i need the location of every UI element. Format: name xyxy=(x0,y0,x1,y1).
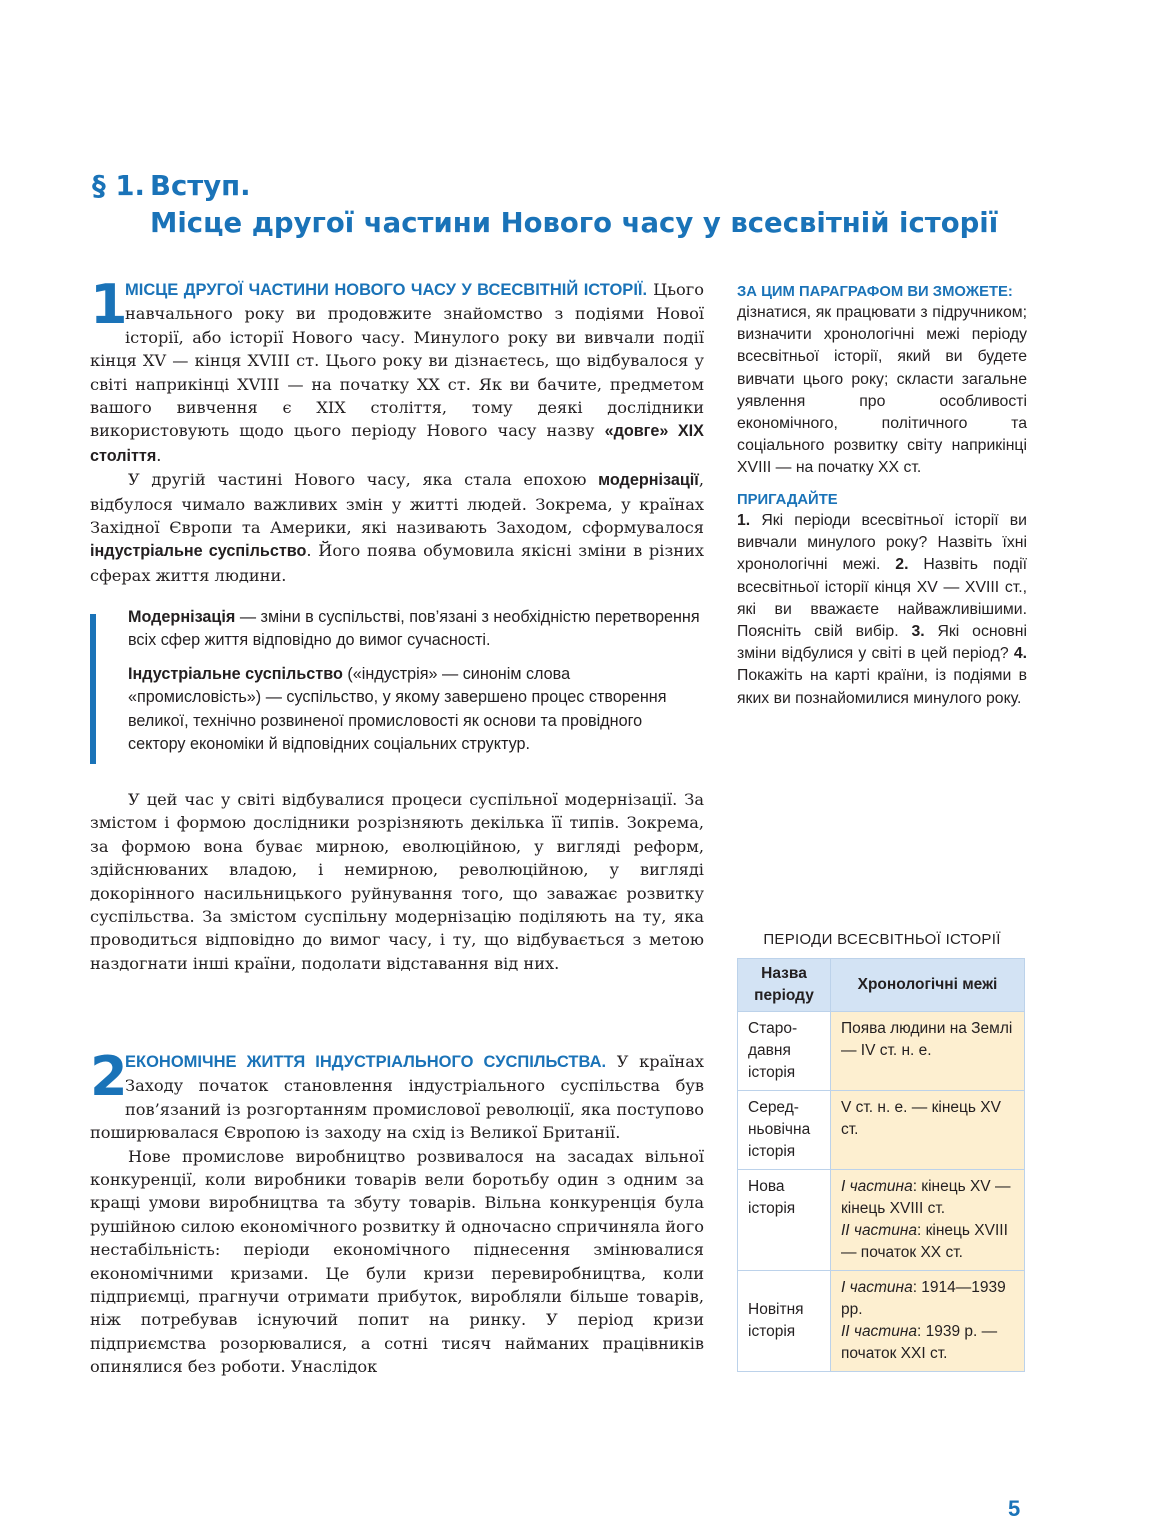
period-range xyxy=(831,1271,1025,1372)
question-number: 1. xyxy=(737,512,751,529)
section-2-paragraph-1: У країнах Заходу початок становлення індустріального суспільства був пов’язаний із розгортанням промислової революції, яка поступово поширювалася Європою із заходу на схід із Великої Британії. xyxy=(90,1052,704,1143)
page-number: 5 xyxy=(1008,1496,1021,1521)
definitions-accent-bar xyxy=(90,614,96,764)
table-row xyxy=(738,1012,1025,1091)
table-header-row xyxy=(738,959,1025,1012)
definition-text: («індустрія» — синонім слова «промисловість») — суспільство, у якому завершено процес створення великої, технічно розвиненої промисловості як основи та провідного сектору економіки й відповідних соціальних структур. xyxy=(128,664,667,754)
section-heading: ЕКОНОМІЧНЕ ЖИТТЯ ІНДУСТРІАЛЬНОГО СУСПІЛЬСТВА. xyxy=(125,1053,607,1071)
question-text: Назвіть події всесвітньої історії кінця XV — XVIII ст., які ви вважаєте найважливішими. Поясніть свій вибір. xyxy=(737,556,1027,641)
sidebar-goals xyxy=(737,282,1027,480)
definition-term: Модернізація xyxy=(128,608,236,626)
question-text: Які основні зміни відбулися у світі в цей період? xyxy=(737,623,1027,663)
column-header: Хронологічні межі xyxy=(831,959,1025,1012)
chapter-title xyxy=(92,168,998,242)
question-text: Які періоди всесвітньої історії ви вивчали минулого року? Назвіть їхні хронологічні межі. xyxy=(737,512,1027,574)
period-name: Старо-давня історія xyxy=(738,1012,831,1091)
part-label: II частина xyxy=(841,1323,917,1340)
column-header: Назва періоду xyxy=(738,959,831,1012)
part-range: : кінець XV — кінець XVIII ст. xyxy=(841,1178,1011,1217)
definition-modernization xyxy=(128,606,704,653)
table-row xyxy=(738,1271,1025,1372)
part-label: I частина xyxy=(841,1178,913,1195)
key-term: модернізації xyxy=(598,471,699,490)
section-number: 1 xyxy=(90,273,128,336)
sidebar-remember xyxy=(737,490,1027,710)
punctuation: . xyxy=(156,445,162,465)
definition-industrial-society xyxy=(128,663,704,757)
section-number: 2 xyxy=(90,1045,128,1108)
section-1-continued xyxy=(90,788,704,975)
period-range: V ст. н. е. — кінець XV ст. xyxy=(831,1091,1025,1170)
section-1-paragraph-1: Цього навчального року ви продовжите знайомство з подіями Нової історії, або історії Нового часу. Минулого року ви вивчали події кінця XV — кінця XVIII ст. Цього року ви дізнаєтесь, що відбувалося у світі наприкінці XVIII — на початку XX ст. Як ви бачите, предметом вашого вивчення є XIX століття, тому деякі дослідники використовують щодо цього періоду Нового часу назву xyxy=(90,280,704,441)
part-range: : кінець XVIII — початок XX ст. xyxy=(841,1222,1008,1261)
question-number: 4. xyxy=(1013,645,1027,663)
definition-text: — зміни в суспільстві, пов’язані з необхідністю перетворення всіх сфер життя відповідно до вимог сучасності. xyxy=(128,608,700,650)
text: , відбулося чимало важливих змін у житті людей. Зокрема, у країнах Західної Європи та Америки, які називають Заходом, сформувалося xyxy=(90,470,704,538)
section-1-paragraph-3: У цей час у світі відбувалися процеси суспільної модернізації. За змістом і формою дослідники розрізняють декілька її типів. Зокрема, за формою вона буває мирною, еволюційною, у вигляді реформ, здійснюваних владою, і немирною, революційною, у вигляді докорінного насильницького руйнування того, що заважає розвитку суспільства. За змістом суспільну модернізацію поділяють на ту, яка проводиться відповідно до вимог часу, і ту, що відбувається з метою наздогнати інші країни, подолати відставання від них. xyxy=(90,790,704,973)
remember-questions xyxy=(737,510,1027,710)
part-range: : 1939 р. — початок XXI ст. xyxy=(841,1323,998,1362)
key-term: «довге» XIX століття xyxy=(90,422,704,465)
part-range: : 1914—1939 рр. xyxy=(841,1279,1006,1318)
question-text: Покажіть на карті країни, із подіями в яких ви познайомилися минулого року. xyxy=(737,667,1027,707)
section-heading: МІСЦЕ ДРУГОЇ ЧАСТИНИ НОВОГО ЧАСУ У ВСЕСВІТНІЙ ІСТОРІЇ. xyxy=(125,281,648,299)
definition-term: Індустріальне суспільство xyxy=(128,664,343,683)
title-line-1: Вступ. xyxy=(150,170,251,202)
period-range xyxy=(831,1170,1025,1271)
table-row xyxy=(738,1091,1025,1170)
paragraph-number: § 1. xyxy=(92,170,145,202)
title-line-2: Місце другої частини Нового часу у всесвітній історії xyxy=(150,207,999,239)
definitions-box xyxy=(90,606,704,766)
period-name: Новітня історія xyxy=(738,1271,831,1372)
text: У другій частині Нового часу, яка стала епохою xyxy=(128,470,599,490)
period-range: Поява людини на Землі — IV ст. н. е. xyxy=(831,1012,1025,1091)
section-2 xyxy=(90,1045,704,1379)
text: . Його поява обумовила якісні зміни в різних сферах життя людини. xyxy=(90,541,704,585)
section-1 xyxy=(90,273,704,587)
part-label: II частина xyxy=(841,1222,917,1239)
question-number: 2. xyxy=(895,556,909,574)
section-1-paragraph-2 xyxy=(90,468,704,587)
period-name: Нова історія xyxy=(738,1170,831,1271)
part-label: I частина xyxy=(841,1279,913,1296)
table-row xyxy=(738,1170,1025,1271)
section-2-paragraph-2: Нове промислове виробництво розвивалося на засадах вільної конкуренції, коли виробники товарів вели боротьбу один з одним за кращі умови виробництва та збуту товарів. Вільна конкуренція була рушійною силою економічного розвитку й одночасно спричиняла його нестабільність: періоди економічного піднесення змінювалися економічними кризами. Це були кризи перевиробництва, коли підприємці, прагнучи отримати прибуток, виробляли більше товарів, ніж потребував існуючий попит на ринку. У період кризи підприємства розорювалися, а сотні тисяч найманих працівників опинялися без роботи. Унаслідок xyxy=(90,1146,704,1377)
question-number: 3. xyxy=(911,623,925,641)
period-name: Серед-ньовічна історія xyxy=(738,1091,831,1170)
key-term: індустріальне суспільство xyxy=(90,542,307,561)
goals-text: дізнатися, як працювати з підручником; визначити хронологічні межі періоду всесвітньої історії, який ви будете вивчати цього року; скласти загальне уявлення про особливості економічного, політичного та соціального розвитку світу наприкінці XVIII — на початку XX ст. xyxy=(737,304,1027,477)
remember-heading: ПРИГАДАЙТЕ xyxy=(737,492,838,508)
goals-heading: ЗА ЦИМ ПАРАГРАФОМ ВИ ЗМОЖЕТЕ: xyxy=(737,284,1013,300)
table-caption: ПЕРІОДИ ВСЕСВІТНЬОЇ ІСТОРІЇ xyxy=(763,931,1001,948)
periods-table xyxy=(737,958,1025,1372)
